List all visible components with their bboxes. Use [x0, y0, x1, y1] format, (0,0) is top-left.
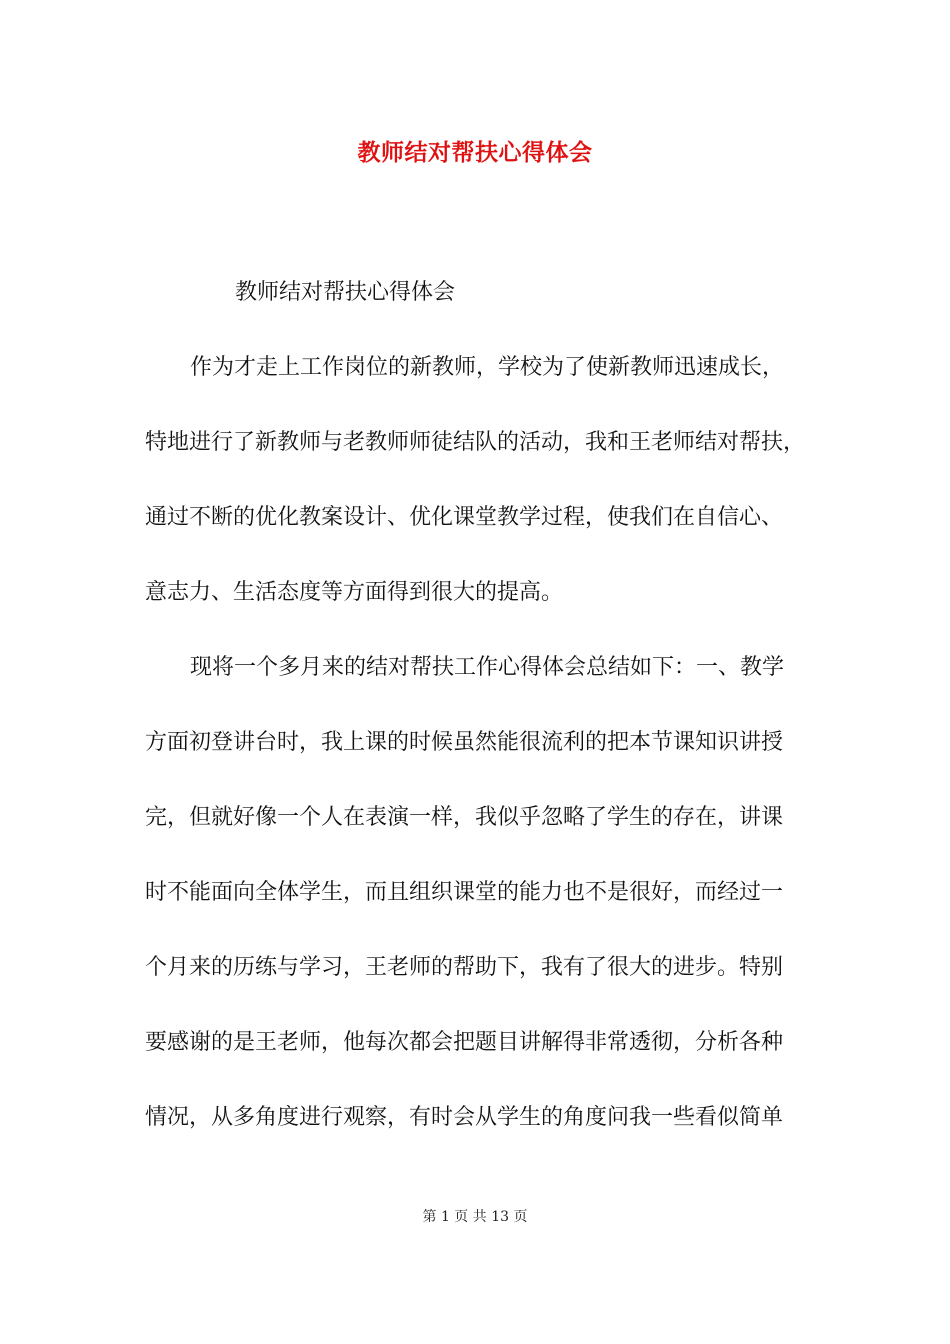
paragraph-line: 现将一个多月来的结对帮扶工作心得体会总结如下：一、教学	[190, 655, 785, 680]
paragraph-line: 完，但就好像一个人在表演一样，我似乎忽略了学生的存在，讲课	[145, 805, 784, 830]
paragraph-line: 通过不断的优化教案设计、优化课堂教学过程，使我们在自信心、	[145, 505, 784, 530]
paragraph-line: 意志力、生活态度等方面得到很大的提高。	[145, 580, 564, 605]
page-number-footer: 第 1 页 共 13 页	[422, 1209, 528, 1225]
paragraph-line: 时不能面向全体学生，而且组织课堂的能力也不是很好，而经过一	[145, 880, 784, 905]
paragraph-line: 个月来的历练与学习，王老师的帮助下，我有了很大的进步。特别	[145, 955, 784, 980]
paragraph-line: 特地进行了新教师与老教师师徒结队的活动，我和王老师结对帮扶，	[145, 430, 806, 455]
paragraph-line: 要感谢的是王老师，他每次都会把题目讲解得非常透彻，分析各种	[145, 1030, 784, 1055]
paragraph-line: 情况，从多角度进行观察，有时会从学生的角度问我一些看似简单	[145, 1105, 784, 1130]
paragraph-line: 方面初登讲台时，我上课的时候虽然能很流利的把本节课知识讲授	[145, 730, 784, 755]
paragraph-line: 作为才走上工作岗位的新教师，学校为了使新教师迅速成长，	[190, 355, 785, 380]
document-subtitle: 教师结对帮扶心得体会	[235, 280, 456, 305]
document-title: 教师结对帮扶心得体会	[357, 140, 593, 166]
